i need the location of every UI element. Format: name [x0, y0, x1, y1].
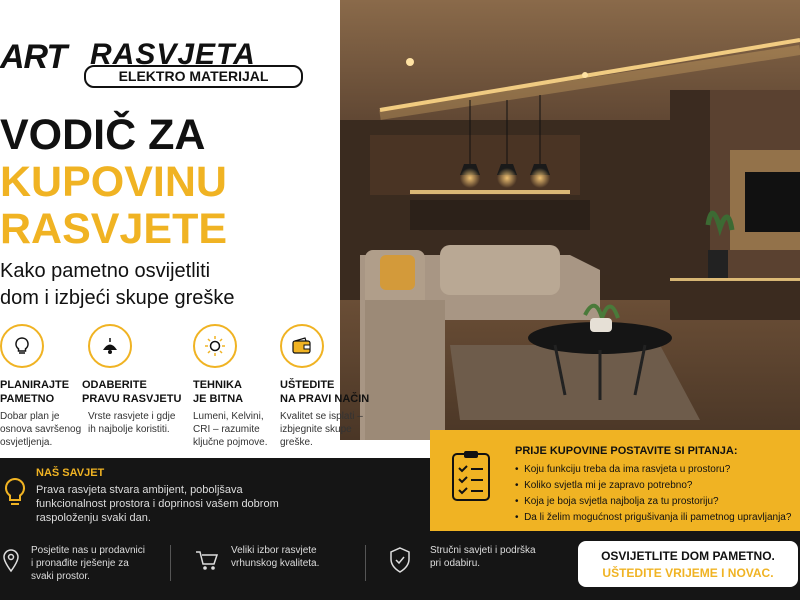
lightbulb-icon	[2, 476, 28, 515]
footer-support	[430, 544, 536, 570]
lightbulb-icon	[0, 324, 44, 368]
footer-text: pri odabiru.	[430, 558, 481, 569]
footer-text: i pronađite rješenje za	[31, 558, 129, 569]
feature-desc: osnova savršenog	[0, 424, 82, 435]
title-line-2: KUPOVINU	[0, 158, 227, 206]
list-item: • Da li želim mogućnost prigušivanja ili pametnog upravljanja?	[515, 512, 792, 523]
footer-text: Veliki izbor rasvjete	[231, 545, 317, 556]
question-text: Koliko svjetla mi je zapravo potrebno?	[524, 480, 693, 491]
questions-title: PRIJE KUPOVINE POSTAVITE SI PITANJA:	[515, 445, 738, 457]
feature-title: PAMETNO	[0, 393, 55, 405]
question-text: Koja je boja svjetla najbolja za tu prostoriju?	[524, 496, 719, 507]
cta-box	[578, 541, 798, 587]
subtitle	[0, 258, 235, 312]
brand-name: RASVJETA	[90, 38, 256, 71]
questions-list	[515, 462, 791, 526]
sun-icon	[193, 324, 237, 368]
question-text: Koju funkciju treba da ima rasvjeta u prostoru?	[524, 464, 731, 475]
footer-text: vrhunskog kvaliteta.	[231, 558, 320, 569]
feature-title: PLANIRAJTE	[0, 379, 70, 391]
wallet-icon	[280, 324, 324, 368]
shield-check-icon	[389, 547, 411, 578]
brand-logo	[0, 36, 305, 86]
feature-title: NA PRAVI NAČIN	[280, 393, 370, 405]
feature-title: TEHNIKA	[193, 379, 242, 391]
divider	[170, 545, 171, 581]
title-line-1: VODIČ ZA	[0, 111, 206, 159]
footer-assortment	[231, 544, 319, 570]
feature-desc: Dobar plan je	[0, 411, 60, 422]
feature-save	[280, 324, 390, 449]
footer-text: Stručni savjeti i podrška	[430, 545, 536, 556]
location-pin-icon	[2, 549, 20, 578]
feature-desc: CRI – razumite	[193, 424, 260, 435]
feature-desc: ključne pojmove.	[193, 437, 268, 448]
checklist-icon	[450, 450, 492, 507]
feature-title: UŠTEDITE	[280, 379, 335, 391]
tip-title: NAŠ SAVJET	[36, 467, 105, 479]
feature-desc: Vrste rasvjete i gdje	[88, 411, 176, 422]
feature-desc: greške.	[280, 437, 313, 448]
cta-line-2: UŠTEDITE VRIJEME I NOVAC.	[602, 566, 774, 580]
brand-tagline: ELEKTRO MATERIJAL	[84, 65, 303, 88]
brand-art: ART	[0, 38, 67, 76]
feature-desc: ih najbolje koristiti.	[88, 424, 170, 435]
divider	[365, 545, 366, 581]
list-item: • Koliko svjetla mi je zapravo potrebno?	[515, 480, 693, 491]
subtitle-line-1: Kako pametno osvijetliti	[0, 260, 211, 282]
shopping-cart-icon	[195, 550, 219, 577]
feature-title: PRAVU RASVJETU	[82, 393, 182, 405]
title-line-3: RASVJETE	[0, 205, 228, 253]
cta-line-1: OSVIJETLITE DOM PAMETNO.	[601, 549, 775, 563]
page-title	[0, 112, 227, 253]
feature-desc: Kvalitet se isplati –	[280, 411, 363, 422]
feature-title: JE BITNA	[193, 393, 244, 405]
feature-desc: osvjetljenja.	[0, 437, 53, 448]
list-item: • Koja je boja svjetla najbolja za tu prostoriju?	[515, 496, 719, 507]
subtitle-line-2: dom i izbjeći skupe greške	[0, 287, 235, 309]
pendant-lamp-icon	[88, 324, 132, 368]
footer-text: Posjetite nas u prodavnici	[31, 545, 145, 556]
footer-store	[31, 544, 145, 583]
footer-text: svaki prostor.	[31, 571, 90, 582]
list-item: • Koju funkciju treba da ima rasvjeta u prostoru?	[515, 464, 731, 475]
feature-desc: Lumeni, Kelvini,	[193, 411, 264, 422]
tip-text: Prava rasvjeta stvara ambijent, poboljšava funkcionalnost prostora i doprinosi vašem dobrom raspoloženju svaki dan.	[36, 484, 279, 524]
feature-choose	[82, 324, 192, 436]
feature-title: ODABERITE	[82, 379, 147, 391]
interior-photo	[340, 0, 800, 440]
question-text: Da li želim mogućnost prigušivanja ili pametnog upravljanja?	[524, 512, 792, 523]
feature-desc: izbjegnite skupe	[280, 424, 352, 435]
